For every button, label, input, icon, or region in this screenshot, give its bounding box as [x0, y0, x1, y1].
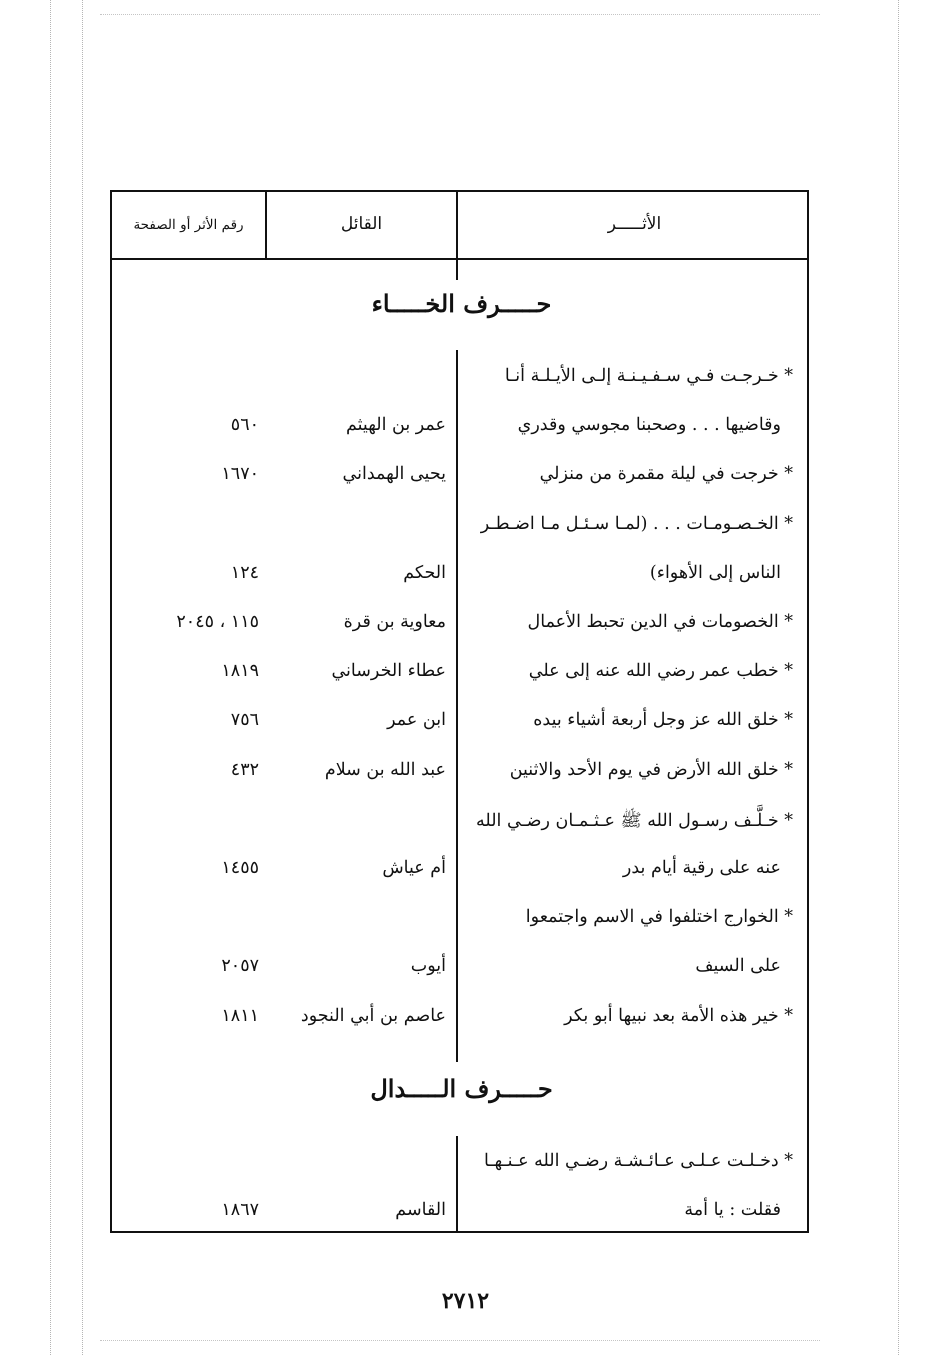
ref-number: ١٨١٩: [221, 661, 259, 682]
athar-text: * خـرجـت فـي سـفـيـنـة إلـى الأيـلـة أنـا: [504, 366, 793, 386]
qaail-text: معاوية بن قرة: [343, 612, 446, 632]
qaail-text: القاسم: [395, 1200, 446, 1221]
table-row: [112, 809, 811, 849]
ref-number: ١٨٦٧: [221, 1200, 259, 1221]
ref-number: ٤٣٢: [230, 759, 259, 780]
section-heading: حـــــرف الخـــــاء: [371, 289, 552, 318]
qaail-text: عمر بن الهيثم: [345, 415, 446, 436]
qaail-text: الحكم: [403, 562, 446, 583]
ref-number: ١١٥ ، ٢٠٤٥: [176, 612, 259, 632]
table-row: [112, 956, 811, 996]
qaail-text: عاصم بن أبي النجود: [300, 1005, 446, 1026]
qaail-text: أيوب: [410, 956, 446, 977]
athar-text: * خرجت في ليلة مقمرة من منزلي: [539, 464, 793, 485]
column-divider-athar-header: [456, 192, 458, 280]
athar-text: * خلق الله الأرض في يوم الأحد والاثنين: [509, 759, 793, 780]
top-dots: [100, 14, 820, 15]
athar-text: * دخـلـت عـلـى عـائـشـة رضـي الله عـنـهـا: [484, 1151, 793, 1171]
ref-number: ١٦٧٠: [221, 464, 259, 485]
table-row: [112, 858, 811, 898]
qaail-text: أم عياش: [382, 858, 446, 878]
table-row: [112, 710, 811, 750]
table-row: [112, 1006, 811, 1046]
page-number: ٢٧١٢: [441, 1288, 490, 1314]
margin-dots-right: [898, 0, 899, 1355]
athar-text: فقلت : يا أمة: [684, 1200, 781, 1221]
table-row: [112, 1200, 811, 1240]
qaail-text: يحيى الهمداني: [342, 464, 446, 485]
ref-number: ١٨١١: [221, 1005, 259, 1026]
athar-text: * الخوارج اختلفوا في الاسم واجتمعوا: [525, 907, 793, 928]
ref-number: ١٢٤: [230, 562, 259, 583]
qaail-text: عطاء الخرساني: [331, 661, 446, 682]
qaail-text: عبد الله بن سلام: [324, 759, 446, 780]
athar-text: * الخصومات في الدين تحبط الأعمال: [527, 612, 793, 632]
table-row: [112, 514, 811, 554]
section-heading: حـــــرف الـــــدال: [370, 1074, 553, 1103]
column-divider-athar-section1: [456, 350, 458, 1062]
ref-number: ٧٥٦: [230, 710, 259, 731]
bottom-dots: [100, 1340, 820, 1341]
table-row: [112, 1151, 811, 1191]
ref-number: ٥٦٠: [230, 415, 259, 436]
index-table: [110, 190, 809, 1233]
table-row: [112, 464, 811, 504]
header-rule: [112, 258, 807, 260]
table-row: [112, 612, 811, 652]
header-athar: الأثـــــر: [607, 214, 662, 234]
ref-number: ٢٠٥٧: [221, 956, 259, 977]
ref-number: ١٤٥٥: [221, 858, 259, 878]
athar-text: * خلق الله عز وجل أربعة أشياء بيده: [533, 710, 793, 731]
athar-text: عنه على رقية أيام بدر: [622, 858, 781, 878]
table-row: [112, 415, 811, 455]
margin-dots-left: [50, 0, 51, 1355]
header-ref: رقم الأثر أو الصفحة: [133, 217, 244, 233]
athar-text: الناس إلى الأهواء): [649, 562, 781, 583]
athar-text: على السيف: [695, 956, 781, 977]
header-qaail: القائل: [340, 214, 383, 234]
athar-text: وقاضيها . . . وصحبنا مجوسي وقدري: [517, 415, 781, 436]
table-row: [112, 760, 811, 800]
table-row: [112, 563, 811, 603]
athar-text: * خـلَّـف رسـول الله ﷺ عـثـمـان رضـي الله: [476, 810, 793, 831]
qaail-text: ابن عمر: [387, 710, 446, 731]
athar-text: * خير هذه الأمة بعد نبيها أبو بكر: [564, 1005, 793, 1026]
athar-text: * خطب عمر رضي الله عنه إلى علي: [528, 661, 793, 682]
table-row: [112, 366, 811, 406]
table-row: [112, 661, 811, 701]
table-row: [112, 907, 811, 947]
margin-dots-left-inner: [82, 0, 83, 1355]
athar-text: * الخـصـومـات . . . (لمـا سـئـل مـا اضـطـر: [480, 513, 793, 534]
